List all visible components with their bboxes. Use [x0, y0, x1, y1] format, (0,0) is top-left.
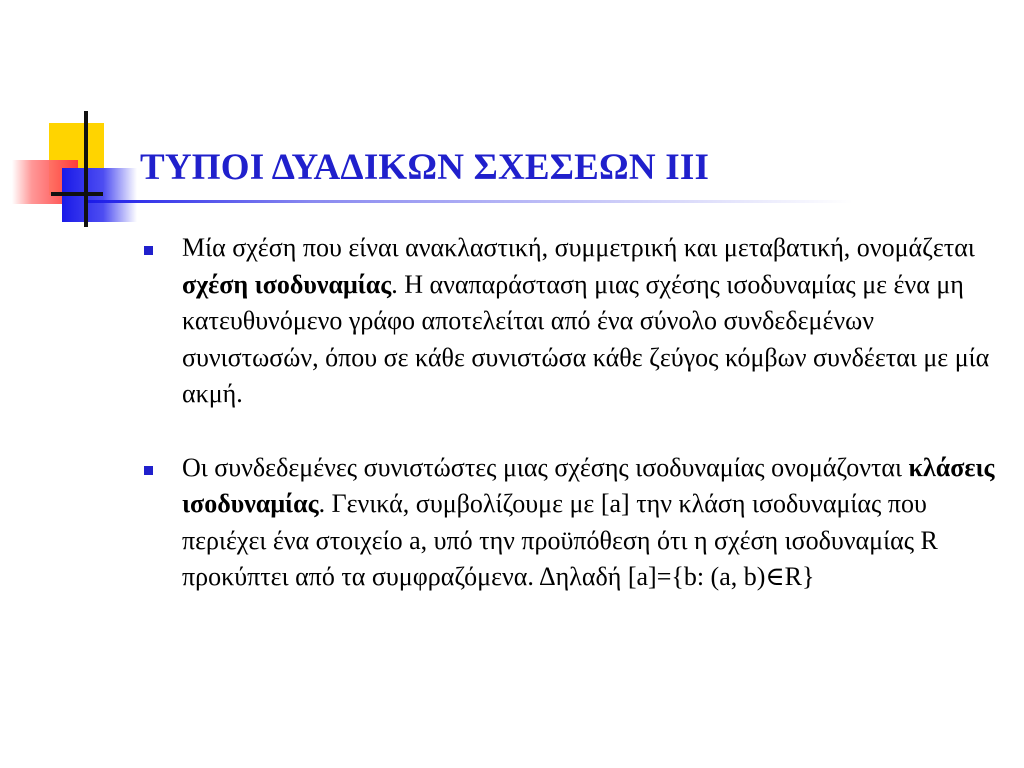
decoration-horizontal-line [51, 192, 103, 196]
decoration-vertical-line [84, 111, 88, 227]
bullet-text-bold: σχέση ισοδυναμίας [182, 269, 392, 299]
bullet-text-bold: κλάσεις ισοδυναμίας [182, 452, 1002, 518]
bullet-item [142, 450, 1002, 596]
bullet-text-end: . Η αναπαράσταση μιας σχέσης ισοδυναμίας με ένα μη κατευθυνόμενο γράφο αποτελείται από ένα σύνολο συνδεδεμένων συνιστωσών, όπου σε κάθε συνιστώσα κάθε ζεύγος κόμβων συνδέεται με μία ακμή. [182, 269, 996, 408]
bullet-text-start: Μία σχέση που είναι ανακλαστική, συμμετρική και μεταβατική, ονομάζεται [182, 233, 982, 262]
title-decoration [0, 0, 160, 240]
bullet-item [142, 230, 1002, 413]
bullet-list [142, 230, 1002, 596]
square-bullet-icon [144, 466, 153, 475]
bullet-text [182, 230, 1002, 413]
bullet-text [182, 450, 1002, 596]
square-bullet-icon [144, 246, 153, 255]
title-underline [88, 200, 988, 203]
slide-title: ΤΥΠΟΙ ΔΥΑΔΙΚΩΝ ΣΧΕΣΕΩΝ III [140, 147, 710, 188]
bullet-text-end: . Γενικά, συμβολίζουμε με [a] την κλάση ισοδυναμίας που περιέχει ένα στοιχείο a, υπό την προϋπόθεση ότι η σχέση ισοδυναμίας R προκύπτει από τα συμφραζόμενα. Δηλαδή [a]={b: (a, b)∈R} [182, 489, 945, 591]
bullet-text-start: Οι συνδεδεμένες συνιστώστες μιας σχέσης ισοδυναμίας ονομάζονται [182, 452, 909, 482]
